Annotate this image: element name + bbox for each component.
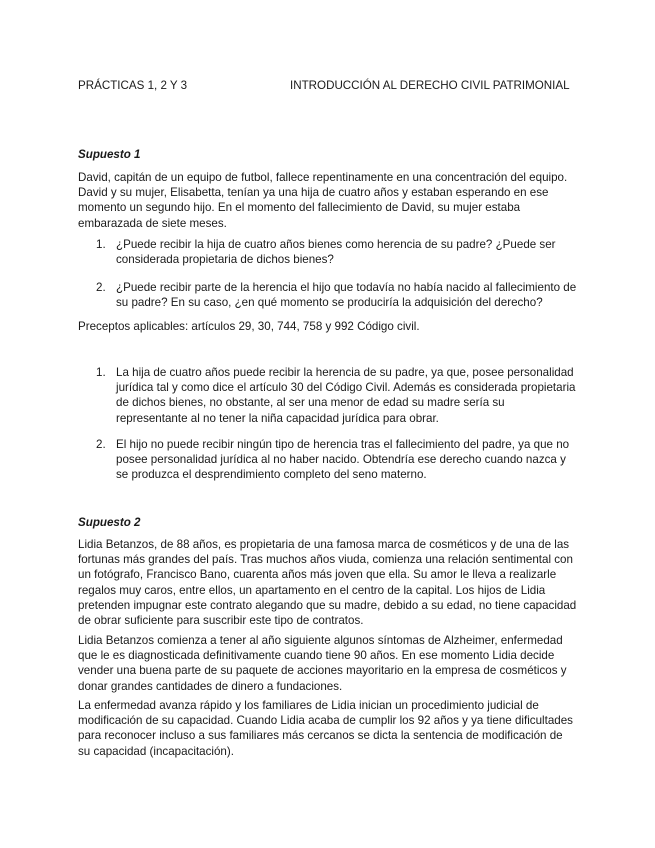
answer-2-number: 2. [96,438,106,451]
header-course-title: INTRODUCCIÓN AL DERECHO CIVIL PATRIMONIAL [290,79,570,92]
supuesto-2-paragraph-3: La enfermedad avanza rápido y los familiares de Lidia inician un procedimiento judicial de modificación de su capacidad. Cuando Lidia acaba de cumplir los 92 años y ya tiene dificultades para reconocer incluso a sus familiares más cercanos se dicta la sentencia de modificación de su capacidad (incapacitación). [78,699,573,758]
preceptos-aplicables: Preceptos aplicables: artículos 29, 30, 744, 758 y 992 Código civil. [78,320,420,333]
question-2-text: ¿Puede recibir parte de la herencia el hijo que todavía no había nacido al fallecimiento de su padre? En su caso, ¿en qué momento se produciría la adquisición del derecho? [116,281,577,310]
answer-2-text: El hijo no puede recibir ningún tipo de herencia tras el fallecimiento del padre, ya que no posee personalidad jurídica al no haber nacido. Obtendría ese derecho cuando nazca y se produzca el desprendimiento completo del seno materno. [116,438,570,482]
answer-1-number: 1. [96,366,106,379]
header-practicas: PRÁCTICAS 1, 2 Y 3 [78,79,188,92]
question-1-number: 1. [96,238,106,251]
supuesto-1-heading: Supuesto 1 [78,148,141,161]
answer-1-text: La hija de cuatro años puede recibir la herencia de su padre, ya que, posee personalidad jurídica tal y como dice el artículo 30 del Código Civil. Además es considerada propietaria de dichos bienes, no obstante, al ser una menor de edad su madre sería su representante al no tener la niña capacidad jurídica para obrar. [116,366,576,425]
supuesto-2-paragraph-1: Lidia Betanzos, de 88 años, es propietaria de una famosa marca de cosméticos y de una de las fortunas más grandes del país. Tras muchos años viuda, comienza una relación sentimental con un fotógrafo, Francisco Bano, cuarenta años más joven que ella. Su amor le lleva a realizarle regalos muy caros, entre ellos, un apartamento en el centro de la capital. Los hijos de Lidia pretenden impugnar este contrato alegando que su madre, debido a su edad, no tiene capacidad de obrar suficiente para suscribir este tipo de contratos. [78,538,577,628]
question-1-text: ¿Puede recibir la hija de cuatro años bienes como herencia de su padre? ¿Puede ser considerada propietaria de dichos bienes? [116,238,556,267]
page-header [78,78,578,94]
question-2-number: 2. [96,281,106,294]
supuesto-2-paragraph-2: Lidia Betanzos comienza a tener al año siguiente algunos síntomas de Alzheimer, enfermedad que le es diagnosticada definitivamente cuando tiene 90 años. En ese momento Lidia decide vender una buena parte de su paquete de acciones mayoritario en la empresa de cosméticos y donar grandes cantidades de dinero a fundaciones. [78,634,567,693]
supuesto-1-intro: David, capitán de un equipo de futbol, fallece repentinamente en una concentración del equipo. David y su mujer, Elisabetta, tenían ya una hija de cuatro años y estaban esperando en ese momento un segundo hijo. En el momento del fallecimiento de David, su mujer estaba embarazada de siete meses. [78,171,568,230]
supuesto-2-heading: Supuesto 2 [78,516,141,529]
